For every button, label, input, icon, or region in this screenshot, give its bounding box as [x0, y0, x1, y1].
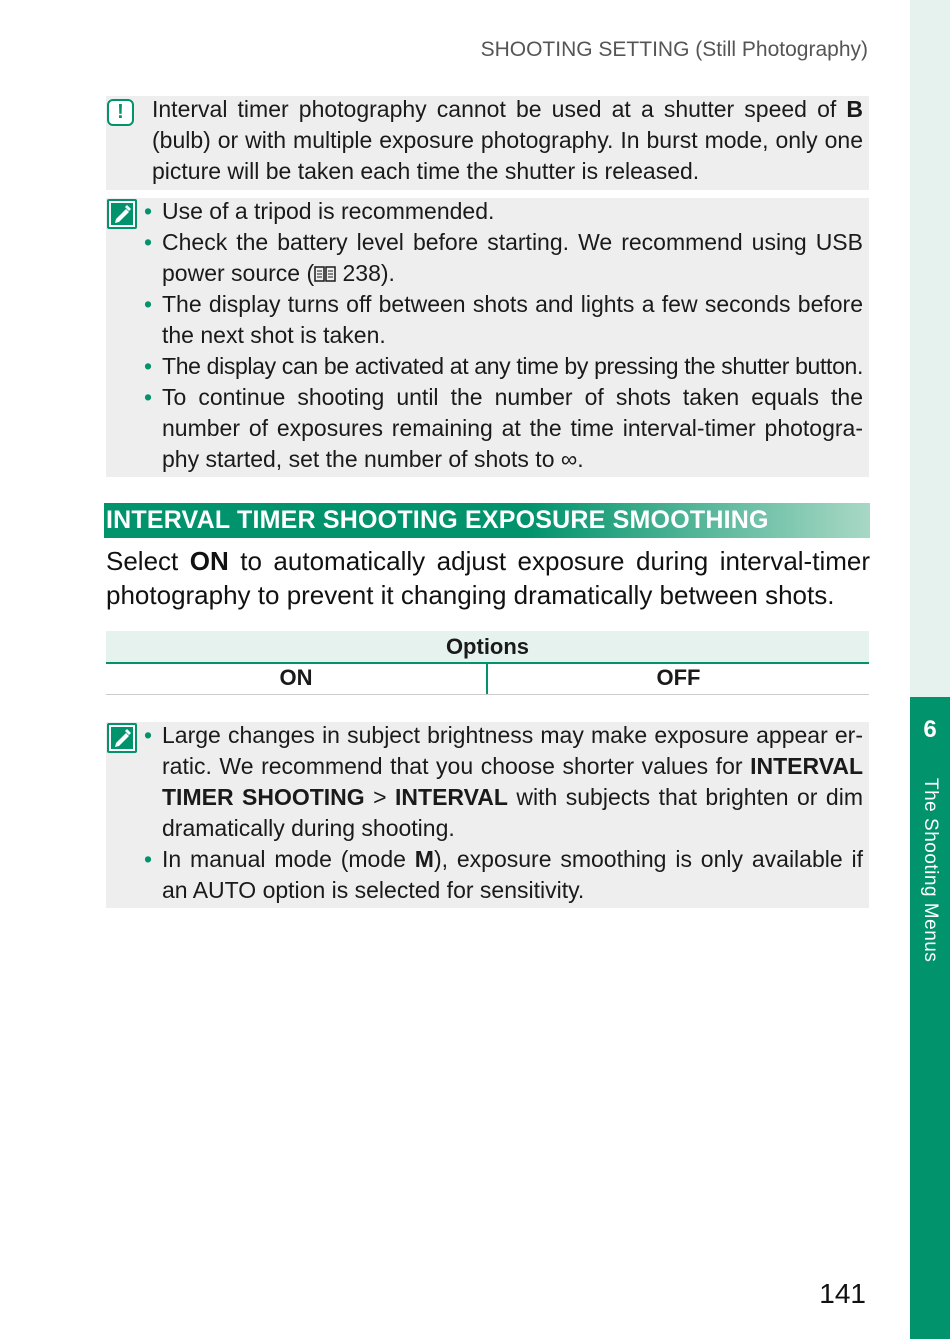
- page-number: 141: [819, 1278, 866, 1309]
- list-item: • Use of a tripod is recommended.: [146, 196, 863, 227]
- list-item: • Large changes in subject brightness may make exposure appear erratic. We recommend that you choose shorter values for INTERVAL TIMER SHOOTING > INTERVAL with subjects that brighten or dim dramatically during shooting.: [146, 720, 863, 844]
- note-box-tips: [106, 198, 869, 477]
- tips-list: [146, 196, 863, 475]
- chapter-title: The Shooting Menus: [920, 778, 941, 963]
- list-item: • The display turns off between shots and lights a few seconds before the next shot is taken.: [146, 289, 863, 351]
- chapter-number: 6: [923, 716, 937, 743]
- section-intro: Select ON to automatically adjust exposure during interval-timer photography to prevent it changing dramatically between shots.: [106, 546, 870, 610]
- options-table-header: Options: [106, 631, 869, 664]
- smoothing-notes-list: [146, 720, 863, 906]
- note-box-smoothing: [106, 722, 869, 908]
- option-on: ON: [279, 665, 313, 690]
- running-head: SHOOTING SETTING (Still Photography): [480, 38, 868, 61]
- table-bottom-rule: [106, 694, 869, 695]
- section-heading-bar: [104, 503, 870, 538]
- book-reference-icon: [314, 260, 336, 277]
- page-reference[interactable]: 238: [342, 260, 381, 286]
- list-item: • Check the battery level before starting. We recommend using USB power source ( 238).: [146, 227, 863, 289]
- section-heading: INTERVAL TIMER SHOOTING EXPOSURE SMOOTHING: [106, 506, 769, 534]
- caution-text: Interval timer photography cannot be used at a shutter speed of B (bulb) or with multiple exposure photography. In burst mode, only one picture will be taken each time the shutter is released.: [152, 96, 863, 184]
- option-off: OFF: [656, 665, 701, 690]
- note-pencil-icon: [107, 199, 137, 229]
- note-pencil-icon: [107, 723, 137, 753]
- list-item: • The display can be activated at any time by pressing the shutter button.: [146, 351, 863, 382]
- list-item: • In manual mode (mode M), exposure smoothing is only available if an AUTO option is selected for sensitivity.: [146, 844, 863, 906]
- caution-box: [106, 96, 869, 190]
- list-item: • To continue shooting until the number of shots taken equals the number of exposures remaining at the time interval-timer photography started, set the number of shots to ∞.: [146, 382, 863, 475]
- caution-icon: !: [107, 99, 134, 126]
